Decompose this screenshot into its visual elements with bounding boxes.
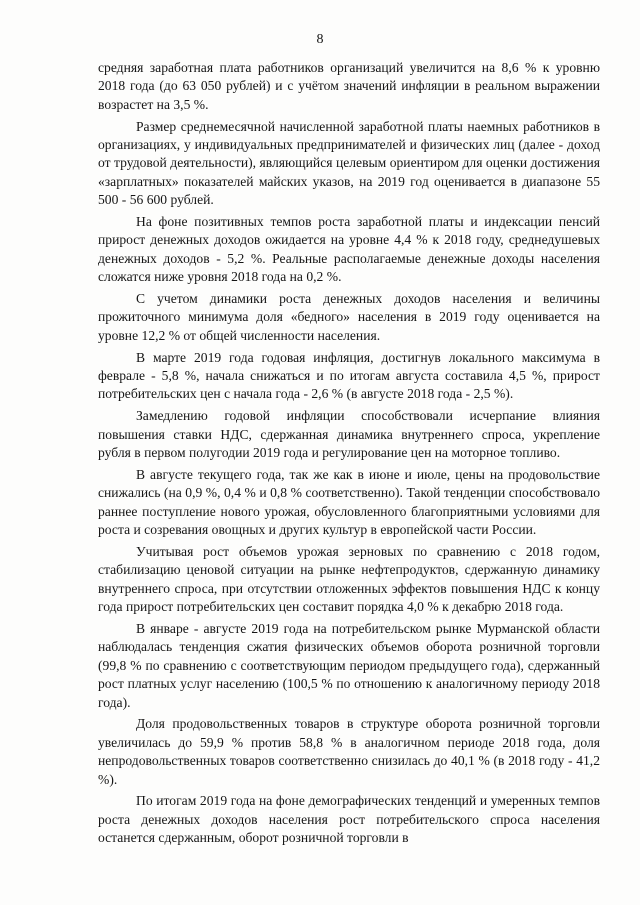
paragraph: Размер среднемесячной начисленной заработной платы наемных работников в организациях, у индивидуальных предпринимателей и физических лиц (далее - доход от трудовой деятельности), являющийся целевым ориентиром для оценки достижения «зарплатных» показателей майских указов, на 2019 год оценивается в диапазоне 55 500 - 56 600 рублей. <box>98 118 600 208</box>
paragraph: В январе - августе 2019 года на потребительском рынке Мурманской области наблюдалась тенденция сжатия физических объемов оборота розничной торговли (99,8 % по сравнению с соответствующим периодом предыдущего года), сдержанный рост платных услуг населению (100,5 % по отношению к аналогичному периоду 2018 года). <box>98 620 600 710</box>
paragraph: По итогам 2019 года на фоне демографических тенденций и умеренных темпов роста денежных доходов населения рост потребительского спроса населения останется сдержанным, оборот розничной торговли в <box>98 793 600 846</box>
page-number: 8 <box>316 32 324 47</box>
paragraph-continuation: средняя заработная плата работников организаций увеличится на 8,6 % к уровню 2018 года (до 63 050 рублей) и с учётом значений инфляции в реальном выражении возрастет на 3,5 %. <box>98 60 600 112</box>
paragraph: На фоне позитивных темпов роста заработной платы и индексации пенсий прирост денежных доходов ожидается на уровне 4,4 % к 2018 году, среднедушевых денежных доходов - 5,2 %. Реальные располагаемые денежные доходы населения сложатся ниже уровня 2018 года на 0,2 %. <box>98 214 600 285</box>
paragraph: Доля продовольственных товаров в структуре оборота розничной торговли увеличилась до 59,9 % против 58,8 % в аналогичном периоде 2018 года, доля непродовольственных товаров соответственно снизилась до 40,1 % (в 2018 году - 41,2 %). <box>98 716 600 787</box>
paragraph: Замедлению годовой инфляции способствовали исчерпание влияния повышения ставки НДС, сдержанная динамика внутреннего спроса, укрепление рубля в первом полугодии 2019 года и регулирование цен на моторное топливо. <box>98 408 600 461</box>
document-body <box>98 59 600 848</box>
paragraph: С учетом динамики роста денежных доходов населения и величины прожиточного минимума доля «бедного» населения в 2019 году оценивается на уровне 12,2 % от общей численности населения. <box>98 291 600 343</box>
paragraph: В августе текущего года, так же как в июне и июле, цены на продовольствие снижались (на 0,9 %, 0,4 % и 0,8 % соответственно). Такой тенденции способствовало раннее поступление нового урожая, обусловленного благоприятными условиями для роста и созревания овощных и других культур в европейской части России. <box>98 466 600 538</box>
paragraph: Учитывая рост объемов урожая зерновых по сравнению с 2018 годом, стабилизацию ценовой ситуации на рынке нефтепродуктов, сдержанную динамику внутреннего спроса, при отсутствии отложенных эффектов повышения НДС к концу года прирост потребительских цен составит порядка 4,0 % к декабрю 2018 года. <box>98 543 600 615</box>
paragraph: В марте 2019 года годовая инфляция, достигнув локального максимума в феврале - 5,8 %, начала снижаться и по итогам августа составила 4,5 %, прирост потребительских цен с начала года - 2,6 % (в августе 2018 года - 2,5 %). <box>98 349 600 402</box>
